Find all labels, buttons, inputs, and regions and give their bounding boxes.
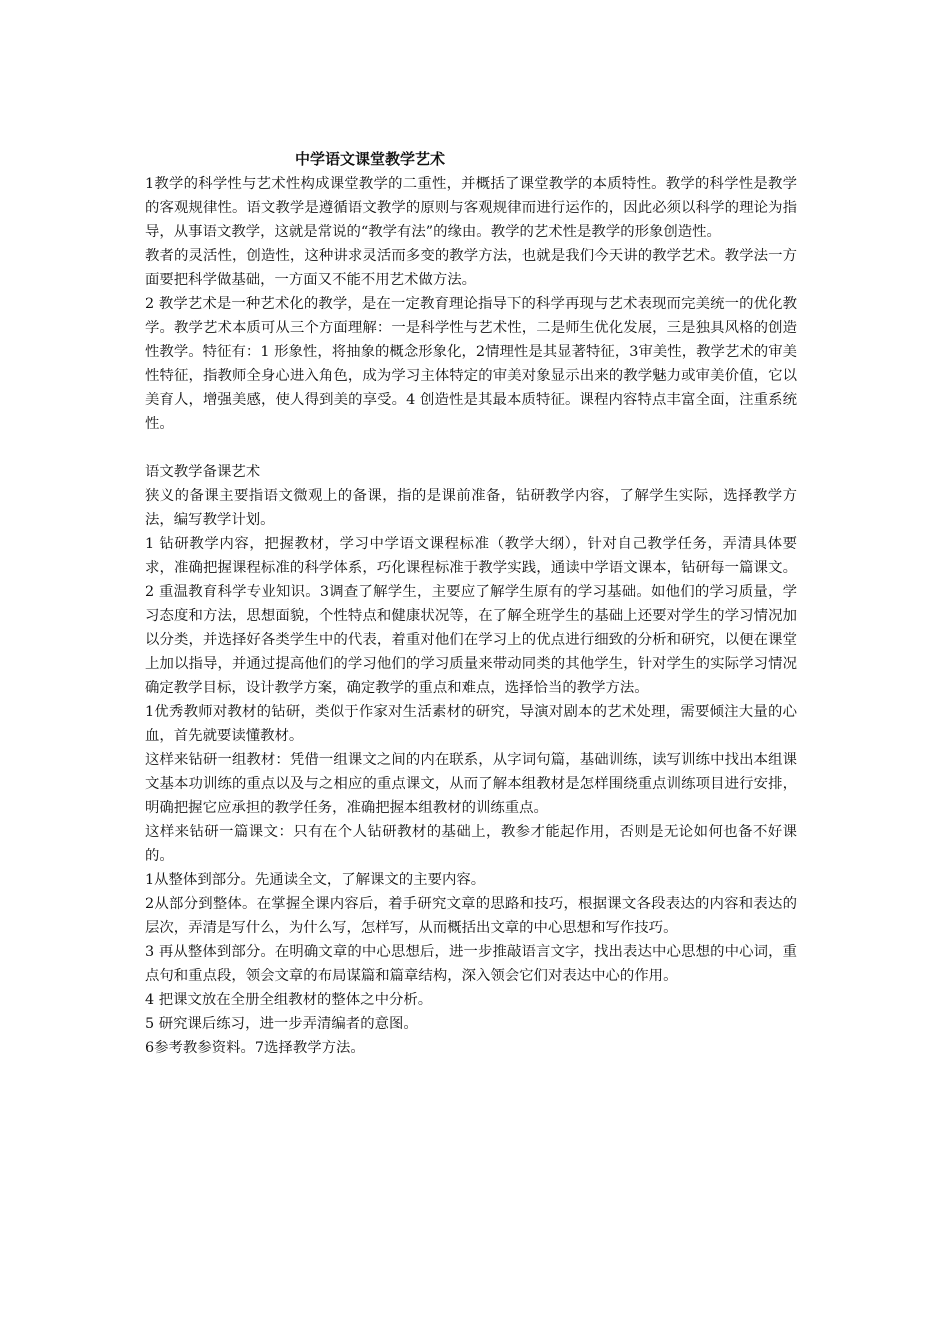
paragraph: 这样来钻研一篇课文：只有在个人钻研教材的基础上，教参才能起作用，否则是无论如何也备不好课的。	[145, 824, 797, 864]
blank-line	[145, 436, 797, 460]
paragraph: 1 钻研教学内容，把握教材，学习中学语文课程标准（教学大纲），针对自己教学任务，弄清具体要求，准确把握课程标准的科学体系，巧化课程标准于教学实践，通读中学语文课本，钻研每一篇课文。2 重温教育科学专业知识。3调查了解学生，主要应了解学生原有的学习基础。如他们的学习质量，学习态度和方法，思想面貌，个性特点和健康状况等，在了解全班学生的基础上还要对学生的学习情况加以分类，并选择好各类学生中的代表，着重对他们在学习上的优点进行细致的分析和研究，以便在课堂上加以指导，并通过提高他们的学习他们的学习质量来带动同类的其他学生，针对学生的实际学习情况确定教学目标，设计教学方案，确定教学的重点和难点，选择恰当的教学方法。	[145, 536, 797, 696]
paragraph: 1教学的科学性与艺术性构成课堂教学的二重性，并概括了课堂教学的本质特性。教学的科学性是教学的客观规律性。语文教学是遵循语文教学的原则与客观规律而进行运作的，因此必须以科学的理论为指导，从事语文教学，这就是常说的“教学有法”的缘由。教学的艺术性是教学的形象创造性。	[145, 176, 797, 240]
document-body	[145, 146, 797, 1060]
paragraph: 4 把课文放在全册全组教材的整体之中分析。	[145, 992, 433, 1008]
paragraph: 这样来钻研一组教材：凭借一组课文之间的内在联系，从字词句篇，基础训练，读写训练中找出本组课文基本功训练的重点以及与之相应的重点课文，从而了解本组教材是怎样围绕重点训练项目进行安排，明确把握它应承担的教学任务，准确把握本组教材的训练重点。	[145, 752, 797, 816]
paragraph: 1从整体到部分。先通读全文，了解课文的主要内容。	[145, 872, 486, 888]
document-title: 中学语文课堂教学艺术	[295, 150, 446, 168]
section-heading: 语文教学备课艺术	[145, 464, 261, 480]
paragraph: 2 教学艺术是一种艺术化的教学，是在一定教育理论指导下的科学再现与艺术表现而完美统一的优化教学。教学艺术本质可从三个方面理解：一是科学性与艺术性，二是师生优化发展，三是独具风格的创造性教学。特征有：1 形象性，将抽象的概念形象化，2情理性是其显著特征，3审美性，教学艺术的审美性特征，指教师全身心进入角色，成为学习主体特定的审美对象显示出来的教学魅力或审美价值，它以美育人，增强美感，使人得到美的享受。4 创造性是其最本质特征。课程内容特点丰富全面，注重系统性。	[145, 296, 797, 432]
paragraph: 5 研究课后练习，进一步弄清编者的意图。	[145, 1016, 418, 1032]
paragraph: 2从部分到整体。在掌握全课内容后，着手研究文章的思路和技巧，根据课文各段表达的内容和表达的层次，弄清是写什么，为什么写，怎样写，从而概括出文章的中心思想和写作技巧。	[145, 896, 797, 936]
paragraph: 6参考教参资料。7选择教学方法。	[145, 1040, 365, 1056]
paragraph: 教者的灵活性，创造性，这种讲求灵活而多变的教学方法，也就是我们今天讲的教学艺术。教学法一方面要把科学做基础，一方面又不能不用艺术做方法。	[145, 248, 797, 288]
paragraph: 3 再从整体到部分。在明确文章的中心思想后，进一步推敲语言文字，找出表达中心思想的中心词，重点句和重点段，领会文章的布局谋篇和篇章结构，深入领会它们对表达中心的作用。	[145, 944, 797, 984]
paragraph: 狭义的备课主要指语文微观上的备课，指的是课前准备，钻研教学内容，了解学生实际，选择教学方法，编写教学计划。	[145, 488, 797, 528]
paragraph: 1优秀教师对教材的钻研，类似于作家对生活素材的研究，导演对剧本的艺术处理，需要倾注大量的心血，首先就要读懂教材。	[145, 704, 797, 744]
